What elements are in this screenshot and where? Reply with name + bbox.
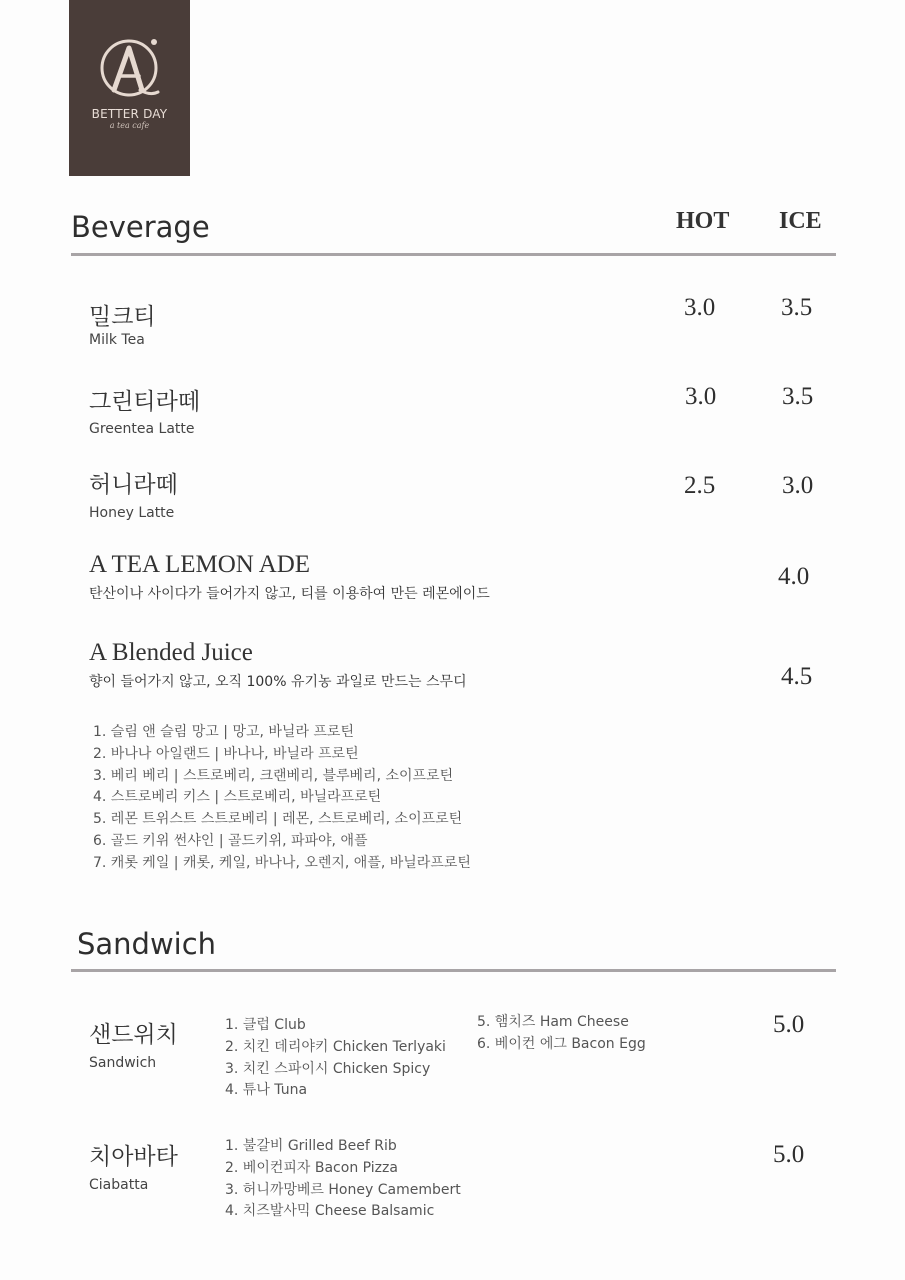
item-name-en: Ciabatta — [89, 1177, 149, 1193]
brand-tagline: a tea cafe — [109, 121, 150, 130]
list-item: 7. 캐롯 케일 | 캐롯, 케일, 바나나, 오렌지, 애플, 바닐라프로틴 — [93, 854, 471, 871]
item-name-ko: 허니라떼 — [89, 472, 178, 498]
item-description: 탄산이나 사이다가 들어가지 않고, 티를 이용하여 만든 레몬에이드 — [89, 586, 490, 602]
menu-item-sandwich — [89, 1016, 178, 1071]
price-ice: 3.5 — [781, 294, 813, 321]
item-name-en: Honey Latte — [89, 505, 175, 521]
item-name-en: Milk Tea — [89, 332, 145, 348]
menu-item-greentea-latte — [89, 383, 200, 437]
menu-item-lemon-ade — [89, 551, 490, 603]
hot-column-label: HOT — [676, 208, 730, 234]
item-name-en: Sandwich — [89, 1055, 157, 1071]
item-name-ko: 치아바타 — [89, 1144, 178, 1170]
price-single: 5.0 — [773, 1141, 805, 1168]
list-item: 4. 튜나 Tuna — [225, 1082, 308, 1099]
list-item: 2. 치킨 데리야키 Chicken Terlyaki — [225, 1038, 446, 1055]
list-item: 5. 햄치즈 Ham Cheese — [477, 1014, 629, 1030]
beverage-title: Beverage — [71, 210, 210, 244]
sandwich-divider — [71, 969, 836, 972]
item-description: 향이 들어가지 않고, 오직 100% 유기농 과일로 만드는 스무디 — [89, 674, 467, 690]
sandwich-title: Sandwich — [77, 927, 217, 961]
menu-item-honey-latte — [89, 466, 178, 521]
list-item: 6. 베이컨 에그 Bacon Egg — [477, 1035, 646, 1052]
price-single: 5.0 — [773, 1011, 805, 1038]
price-hot: 3.0 — [685, 383, 717, 410]
list-item: 3. 베리 베리 | 스트로베리, 크랜베리, 블루베리, 소이프로틴 — [93, 767, 454, 784]
menu-item-milk-tea — [89, 298, 156, 348]
list-item: 4. 치즈발사믹 Cheese Balsamic — [225, 1203, 435, 1220]
brand-name: BETTER DAY — [91, 107, 168, 121]
item-name-ko: 그린티라떼 — [89, 389, 201, 415]
price-hot: 2.5 — [684, 472, 716, 499]
ice-column-label: ICE — [779, 208, 822, 234]
beverage-divider — [71, 253, 836, 256]
item-name: A Blended Juice — [89, 639, 253, 666]
menu-item-blended-juice — [89, 639, 467, 691]
list-item: 1. 클럽 Club — [225, 1017, 306, 1033]
price-ice: 3.0 — [782, 472, 814, 499]
menu-item-ciabatta — [89, 1138, 178, 1193]
sandwich-options-left — [225, 1015, 446, 1102]
list-item: 3. 치킨 스파이시 Chicken Spicy — [225, 1060, 431, 1077]
list-item: 4. 스트로베리 키스 | 스트로베리, 바닐라프로틴 — [93, 789, 382, 806]
list-item: 6. 골드 키위 썬샤인 | 골드키위, 파파야, 애플 — [93, 832, 368, 849]
price-hot: 3.0 — [684, 294, 716, 321]
price-single: 4.0 — [778, 563, 810, 590]
list-item: 1. 불갈비 Grilled Beef Rib — [225, 1138, 397, 1154]
list-item: 3. 허니까망베르 Honey Camembert — [225, 1181, 461, 1198]
item-name-ko: 밀크티 — [89, 304, 156, 330]
list-item: 1. 슬림 앤 슬림 망고 | 망고, 바닐라 프로틴 — [93, 724, 354, 740]
item-name-ko: 샌드위치 — [89, 1022, 178, 1048]
list-item: 2. 바나나 아일랜드 | 바나나, 바닐라 프로틴 — [93, 745, 359, 762]
sandwich-options-right — [477, 1012, 646, 1056]
item-name-en: Greentea Latte — [89, 421, 195, 437]
list-item: 2. 베이컨피자 Bacon Pizza — [225, 1159, 398, 1176]
list-item: 5. 레몬 트위스트 스트로베리 | 레몬, 스트로베리, 소이프로틴 — [93, 811, 463, 828]
brand-emblem-icon — [96, 34, 162, 102]
item-name: A TEA LEMON ADE — [89, 551, 311, 578]
price-ice: 3.5 — [782, 383, 814, 410]
juice-options-list — [93, 722, 471, 875]
ciabatta-options — [225, 1136, 461, 1223]
price-single: 4.5 — [781, 663, 813, 690]
brand-logo — [69, 0, 190, 176]
